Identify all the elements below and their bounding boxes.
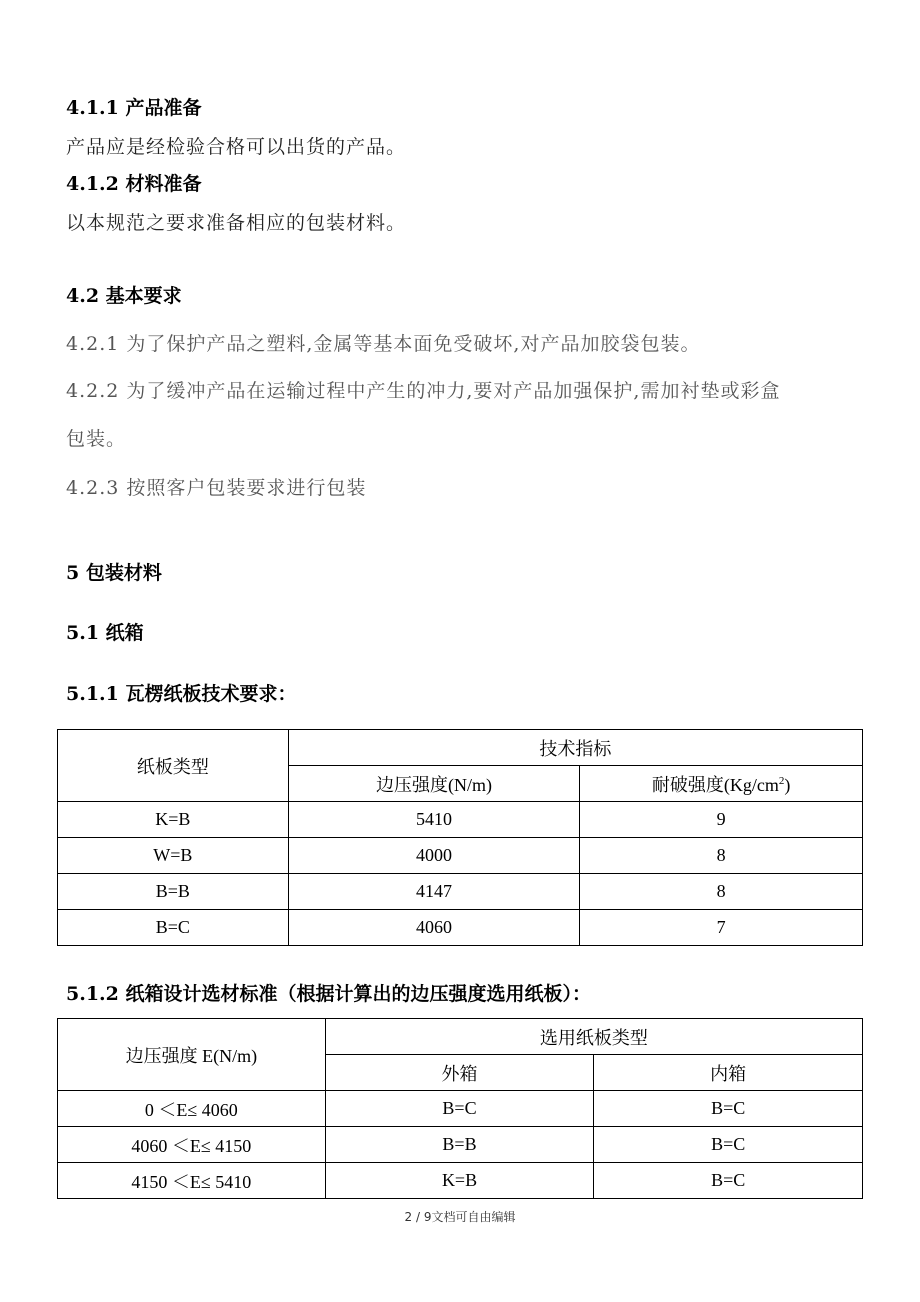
heading-4-1-1: 4.1.1 产品准备 [66,97,202,119]
header-outer-box: 外箱 [325,1055,594,1091]
heading-5-1: 5.1 纸箱 [66,622,144,644]
carton-material-selection-table [57,1018,863,1199]
page-footer: 2 / 9文档可自由编辑 [404,1210,516,1224]
paragraph-4-2-1: 4.2.1 为了保护产品之塑料,金属等基本面免受破坏,对产品加胶袋包装。 [66,333,701,355]
header-board-type: 纸板类型 [58,730,289,802]
header-burst-strength: 耐破强度$(Kg/cm^2)$ [580,766,863,802]
header-edge-crush-range: 边压强度 E(N/m) [58,1019,326,1091]
table-row: K=B 5410 9 [58,802,863,838]
header-edge-crush: 边压强度(N/m) [288,766,580,802]
corrugated-board-spec-table [57,729,863,946]
paragraph-4-1-2: 以本规范之要求准备相应的包装材料。 [66,212,407,234]
heading-4-2: 4.2 基本要求 [66,285,182,307]
table-row: B=C 4060 7 [58,910,863,946]
table-row: 4060 ＜E≤ 4150 B=B B=C [58,1127,863,1163]
heading-5-1-1: 5.1.1 瓦楞纸板技术要求： [66,683,297,705]
table-row: B=B 4147 8 [58,874,863,910]
paragraph-4-2-3: 4.2.3 按照客户包装要求进行包装 [66,477,367,499]
heading-5: 5 包装材料 [66,562,162,584]
header-inner-box: 内箱 [594,1055,863,1091]
paragraph-4-1-1: 产品应是经检验合格可以出货的产品。 [66,136,407,158]
header-technical-index: 技术指标 [288,730,862,766]
table-row: W=B 4000 8 [58,838,863,874]
header-selected-board-type: 选用纸板类型 [325,1019,862,1055]
paragraph-4-2-2-line1: 4.2.2 为了缓冲产品在运输过程中产生的冲力,要对产品加强保护,需加衬垫或彩盒 [66,380,781,402]
heading-4-1-2: 4.1.2 材料准备 [66,173,202,195]
heading-5-1-2: 5.1.2 纸箱设计选材标准（根据计算出的边压强度选用纸板）： [66,983,592,1005]
paragraph-4-2-2-line2: 包装。 [66,428,127,450]
table-row: 0 ＜E≤ 4060 B=C B=C [58,1091,863,1127]
table-row: 4150 ＜E≤ 5410 K=B B=C [58,1163,863,1199]
